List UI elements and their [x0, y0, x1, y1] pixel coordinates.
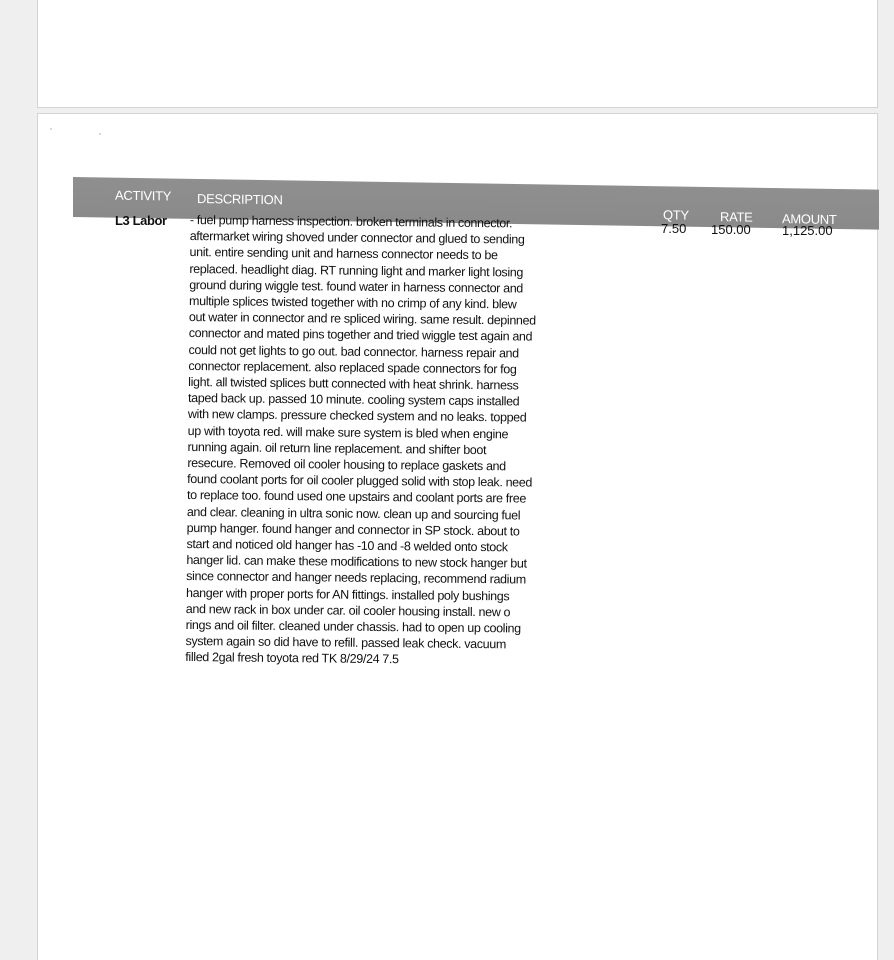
description-line: since connector and hanger needs replacing, recommend radium	[186, 569, 526, 588]
header-description: DESCRIPTION	[197, 190, 283, 208]
row-amount: 1,125.00	[782, 223, 833, 238]
description-line: could not get lights to go out. bad connector. harness repair and	[188, 342, 519, 361]
description-line: replaced. headlight diag. RT running light and marker light losing	[189, 261, 524, 280]
invoice-page	[37, 113, 878, 960]
row-qty: 7.50	[661, 221, 687, 236]
row-activity: L3 Labor	[115, 213, 167, 228]
description-line: ground during wiggle test. found water in harness connector and	[189, 277, 524, 296]
description-line: multiple splices twisted together with no crimp of any kind. blew	[188, 294, 517, 312]
description-line: resecure. Removed oil cooler housing to replace gaskets and	[187, 456, 506, 474]
scan-speck	[99, 133, 101, 135]
description-line: pump hanger. found hanger and connector in SP stock. about to	[186, 520, 520, 539]
description-line: start and noticed old hanger has -10 and -8 welded onto stock	[186, 537, 508, 555]
description-line: connector and mated pins together and tried wiggle test again and	[188, 326, 533, 345]
description-line: found coolant ports for oil cooler plugged solid with stop leak. need	[187, 472, 533, 490]
description-line: rings and oil filter. cleaned under chassis. had to open up cooling	[185, 618, 521, 636]
description-line: and clear. cleaning in ultra sonic now. clean up and sourcing fuel	[186, 504, 521, 523]
header-rate: RATE	[720, 209, 753, 225]
description-line: connector replacement. also replaced spade connectors for fog	[188, 358, 517, 377]
description-line: up with toyota red. will make sure system is bled when engine	[187, 423, 509, 441]
header-amount: AMOUNT	[782, 211, 837, 227]
description-line: with new clamps. pressure checked system and no leaks. topped	[187, 407, 527, 425]
description-line: filled 2gal fresh toyota red TK 8/29/24 7.5	[185, 650, 399, 667]
description-line: to replace too. found used one upstairs and coolant ports are free	[186, 488, 527, 506]
description-line: out water in connector and re spliced wiring. same result. depinned	[188, 310, 536, 328]
scan-speck	[50, 128, 52, 130]
description-line: system again so did have to refill. passed leak check. vacuum	[185, 634, 507, 652]
description-line: running again. oil return line replacement. and shifter boot	[187, 439, 487, 457]
header-qty: QTY	[663, 207, 689, 223]
description-line: - fuel pump harness inspection. broken terminals in connector.	[189, 212, 513, 231]
header-activity: ACTIVITY	[115, 187, 172, 204]
description-line: light. all twisted splices butt connected with heat shrink. harness	[188, 375, 519, 393]
description-line: unit. entire sending unit and harness connector needs to be	[189, 245, 498, 263]
description-line: and new rack in box under car. oil cooler housing install. new o	[185, 601, 511, 620]
row-description	[185, 212, 620, 670]
description-line: taped back up. passed 10 minute. cooling system caps installed	[187, 391, 520, 409]
description-line: aftermarket wiring shoved under connector and glued to sending	[189, 229, 525, 247]
description-line: hanger with proper ports for AN fittings. installed poly bushings	[185, 585, 510, 604]
previous-page	[37, 0, 878, 108]
description-line: hanger lid. can make these modifications to new stock hanger but	[186, 553, 527, 571]
row-rate: 150.00	[711, 222, 751, 237]
